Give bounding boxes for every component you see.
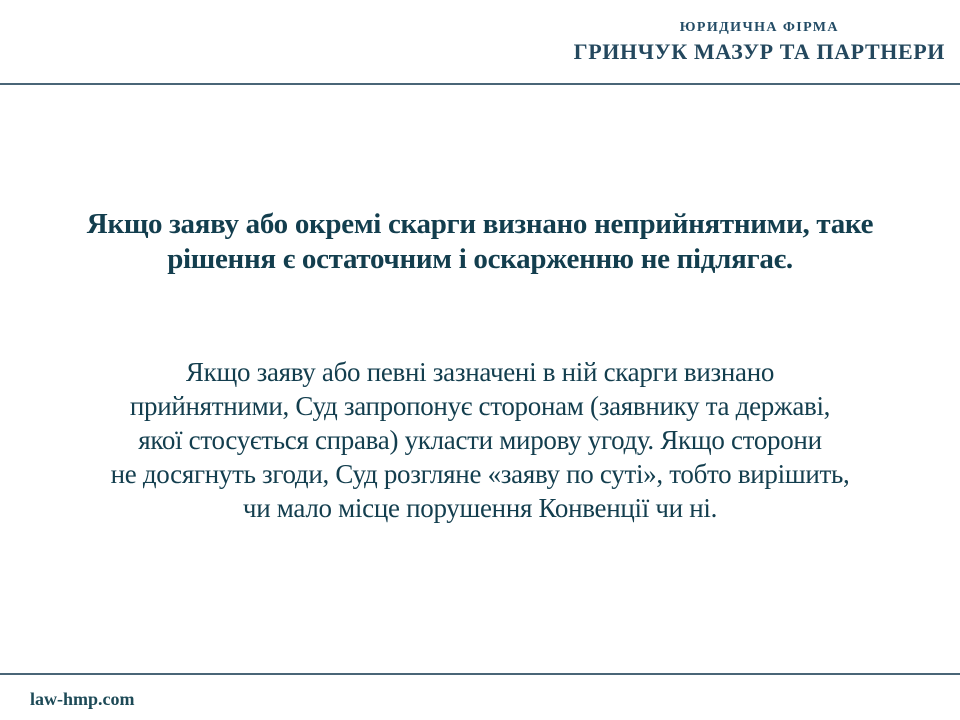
footer-divider [0,673,960,675]
title-line: Якщо заяву або окремі скарги визнано неприйнятними, таке [86,208,874,240]
body-line: прийнятними, Суд запропонує сторонам (заявнику та державі, [129,391,831,421]
body-line: чи мало місце порушення Конвенції чи ні. [242,493,718,523]
body-line: Якщо заяву або певні зазначені в ній скарги визнано [185,357,775,387]
slide-title [0,207,960,277]
website-url: law-hmp.com [30,689,135,709]
firm-brand-block [574,20,945,65]
slide-paragraph [0,355,960,525]
title-line: рішення є остаточним і оскарженню не підлягає. [167,243,793,275]
firm-type-label: ЮРИДИЧНА ФІРМА [679,20,839,35]
body-line: не досягнуть згоди, Суд розгляне «заяву по суті», тобто вирішить, [110,459,850,489]
header-divider [0,83,960,85]
firm-name: ГРИНЧУК МАЗУР ТА ПАРТНЕРИ [573,39,945,64]
body-line: якої стосується справа) укласти мирову угоду. Якщо сторони [138,425,822,455]
